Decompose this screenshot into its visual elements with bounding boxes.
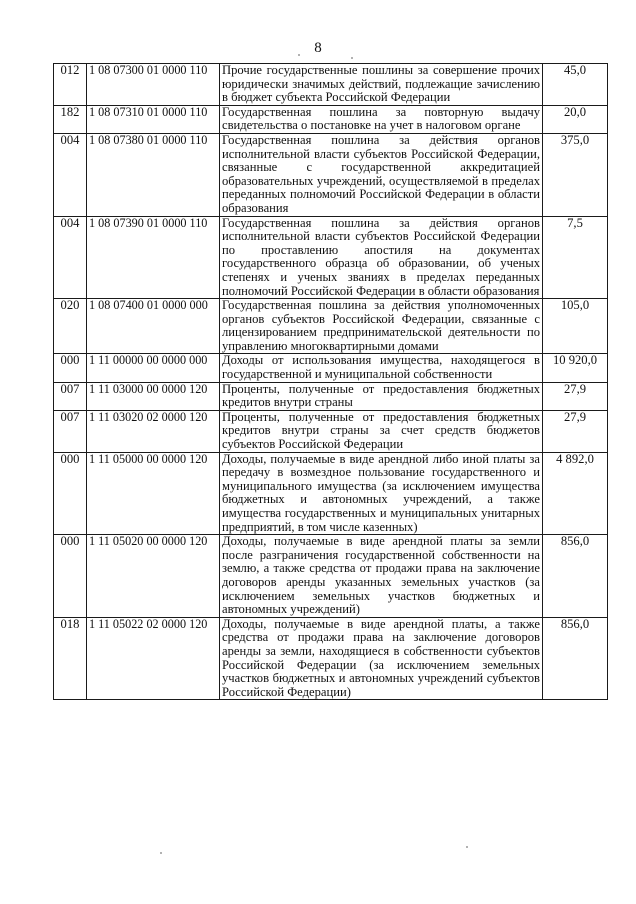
scan-speck xyxy=(351,57,353,59)
admin-code-cell: 182 xyxy=(54,105,87,133)
admin-code-cell: 007 xyxy=(54,410,87,452)
amount-cell: 27,9 xyxy=(543,410,608,452)
revenue-name-cell: Проценты, полученные от предоставления бюджетных кредитов внутри страны за счет средств бюджетов субъектов Российской Федерации xyxy=(220,410,543,452)
table-row xyxy=(54,452,608,535)
budget-classification-code-cell: 1 11 05022 02 0000 120 xyxy=(87,617,220,700)
revenue-name-cell: Государственная пошлина за действия уполномоченных органов субъектов Российской Федерации, связанные с лицензированием предпринимательской деятельности по управлению многоквартирными домами xyxy=(220,299,543,354)
admin-code-cell: 018 xyxy=(54,617,87,700)
table-row xyxy=(54,133,608,216)
revenue-name-cell: Проценты, полученные от предоставления бюджетных кредитов внутри страны xyxy=(220,382,543,410)
budget-classification-code-cell: 1 08 07390 01 0000 110 xyxy=(87,216,220,299)
budget-revenue-table xyxy=(53,63,608,700)
amount-cell: 856,0 xyxy=(543,535,608,618)
budget-classification-code-cell: 1 08 07400 01 0000 000 xyxy=(87,299,220,354)
amount-cell: 105,0 xyxy=(543,299,608,354)
amount-cell: 4 892,0 xyxy=(543,452,608,535)
admin-code-cell: 020 xyxy=(54,299,87,354)
budget-classification-code-cell: 1 11 03000 00 0000 120 xyxy=(87,382,220,410)
admin-code-cell: 007 xyxy=(54,382,87,410)
scan-speck xyxy=(298,54,300,56)
amount-cell: 45,0 xyxy=(543,64,608,106)
budget-classification-code-cell: 1 08 07380 01 0000 110 xyxy=(87,133,220,216)
revenue-name-cell: Доходы от использования имущества, находящегося в государственной и муниципальной собственности xyxy=(220,354,543,382)
revenue-name-cell: Доходы, получаемые в виде арендной платы, а также средства от продажи права на заключение договоров аренды за земли, находящиеся в собственности субъектов Российской Федерации (за исключением земельных участков бюджетных и автономных учреждений субъектов Российской Федерации) xyxy=(220,617,543,700)
amount-cell: 856,0 xyxy=(543,617,608,700)
revenue-name-cell: Государственная пошлина за действия органов исполнительной власти субъектов Российской Федерации, связанные с государственной аккредитацией образовательных учреждений, осуществляемой в пределах переданных полномочий Российской Федерации в области образования xyxy=(220,133,543,216)
page-number: 8 xyxy=(314,40,322,56)
scan-speck xyxy=(466,846,468,848)
admin-code-cell: 012 xyxy=(54,64,87,106)
budget-classification-code-cell: 1 11 00000 00 0000 000 xyxy=(87,354,220,382)
amount-cell: 375,0 xyxy=(543,133,608,216)
revenue-name-cell: Доходы, получаемые в виде арендной либо иной платы за передачу в возмездное пользование государственного и муниципального имущества (за исключением имущества бюджетных и автономных учреждений, а также имущества государственных и муниципальных унитарных предприятий, в том числе казенных) xyxy=(220,452,543,535)
table-row xyxy=(54,535,608,618)
budget-classification-code-cell: 1 11 05020 00 0000 120 xyxy=(87,535,220,618)
table-row xyxy=(54,382,608,410)
revenue-name-cell: Государственная пошлина за повторную выдачу свидетельства о постановке на учет в налоговом органе xyxy=(220,105,543,133)
scan-speck xyxy=(160,852,162,854)
table-row xyxy=(54,617,608,700)
budget-classification-code-cell: 1 11 05000 00 0000 120 xyxy=(87,452,220,535)
amount-cell: 10 920,0 xyxy=(543,354,608,382)
table-body xyxy=(54,64,608,700)
revenue-name-cell: Прочие государственные пошлины за совершение прочих юридически значимых действий, подлежащие зачислению в бюджет субъекта Российской Федерации xyxy=(220,64,543,106)
admin-code-cell: 000 xyxy=(54,354,87,382)
budget-classification-code-cell: 1 08 07300 01 0000 110 xyxy=(87,64,220,106)
table-row xyxy=(54,410,608,452)
admin-code-cell: 000 xyxy=(54,452,87,535)
admin-code-cell: 000 xyxy=(54,535,87,618)
table-row xyxy=(54,354,608,382)
table-row xyxy=(54,216,608,299)
admin-code-cell: 004 xyxy=(54,216,87,299)
budget-classification-code-cell: 1 11 03020 02 0000 120 xyxy=(87,410,220,452)
admin-code-cell: 004 xyxy=(54,133,87,216)
budget-classification-code-cell: 1 08 07310 01 0000 110 xyxy=(87,105,220,133)
amount-cell: 7,5 xyxy=(543,216,608,299)
table-row xyxy=(54,299,608,354)
table-row xyxy=(54,105,608,133)
revenue-name-cell: Государственная пошлина за действия органов исполнительной власти субъектов Российской Федерации по проставлению апостиля на документах государственного образца об образовании, об ученых степенях и ученых званиях в пределах переданных полномочий Российской Федерации в области образования xyxy=(220,216,543,299)
revenue-name-cell: Доходы, получаемые в виде арендной платы за земли после разграничения государственной собственности на землю, а также средства от продажи права на заключение договоров аренды указанных земельных участков (за исключением земельных участков бюджетных и автономных учреждений) xyxy=(220,535,543,618)
amount-cell: 27,9 xyxy=(543,382,608,410)
table-row xyxy=(54,64,608,106)
amount-cell: 20,0 xyxy=(543,105,608,133)
